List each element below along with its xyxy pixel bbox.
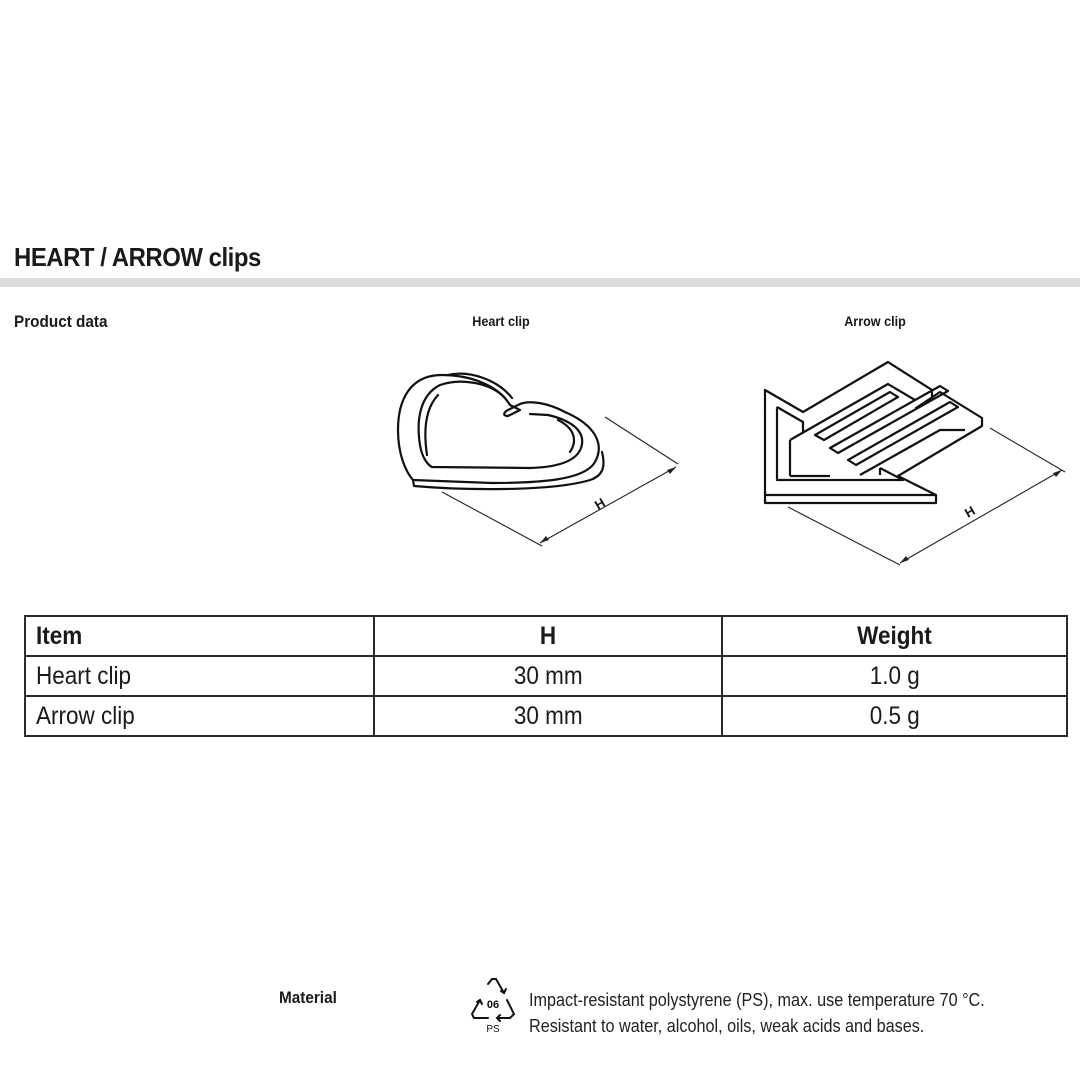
material-line: Resistant to water, alcohol, oils, weak acids and bases. [529, 1016, 925, 1036]
material-line: Impact-resistant polystyrene (PS), max. use temperature 70 °C. [529, 990, 985, 1010]
svg-text:H: H [962, 502, 978, 521]
svg-text:H: H [592, 494, 608, 513]
table-header-row [25, 616, 1067, 656]
column-header-h: H [374, 616, 722, 656]
arrow-clip-caption: Arrow clip [844, 313, 906, 329]
table-row [25, 696, 1067, 736]
table-row [25, 656, 1067, 696]
product-data-table [24, 615, 1068, 737]
column-header-item: Item [25, 616, 374, 656]
svg-text:PS: PS [486, 1024, 500, 1035]
arrow-clip-illustration [740, 340, 1080, 580]
section-label-product-data: Product data [14, 312, 108, 331]
cell-weight: 1.0 g [722, 656, 1067, 696]
title-divider [0, 278, 1080, 287]
page-title: HEART / ARROW clips [14, 242, 261, 272]
material-description [529, 987, 985, 1039]
cell-h: 30 mm [374, 656, 722, 696]
svg-text:06: 06 [486, 999, 500, 1011]
cell-weight: 0.5 g [722, 696, 1067, 736]
material-label: Material [279, 988, 337, 1007]
column-header-weight: Weight [722, 616, 1067, 656]
cell-item: Arrow clip [25, 696, 374, 736]
cell-h: 30 mm [374, 696, 722, 736]
recycle-ps-icon [466, 976, 522, 1036]
heart-clip-caption: Heart clip [472, 313, 530, 329]
heart-clip-illustration [380, 340, 700, 560]
cell-item: Heart clip [25, 656, 374, 696]
